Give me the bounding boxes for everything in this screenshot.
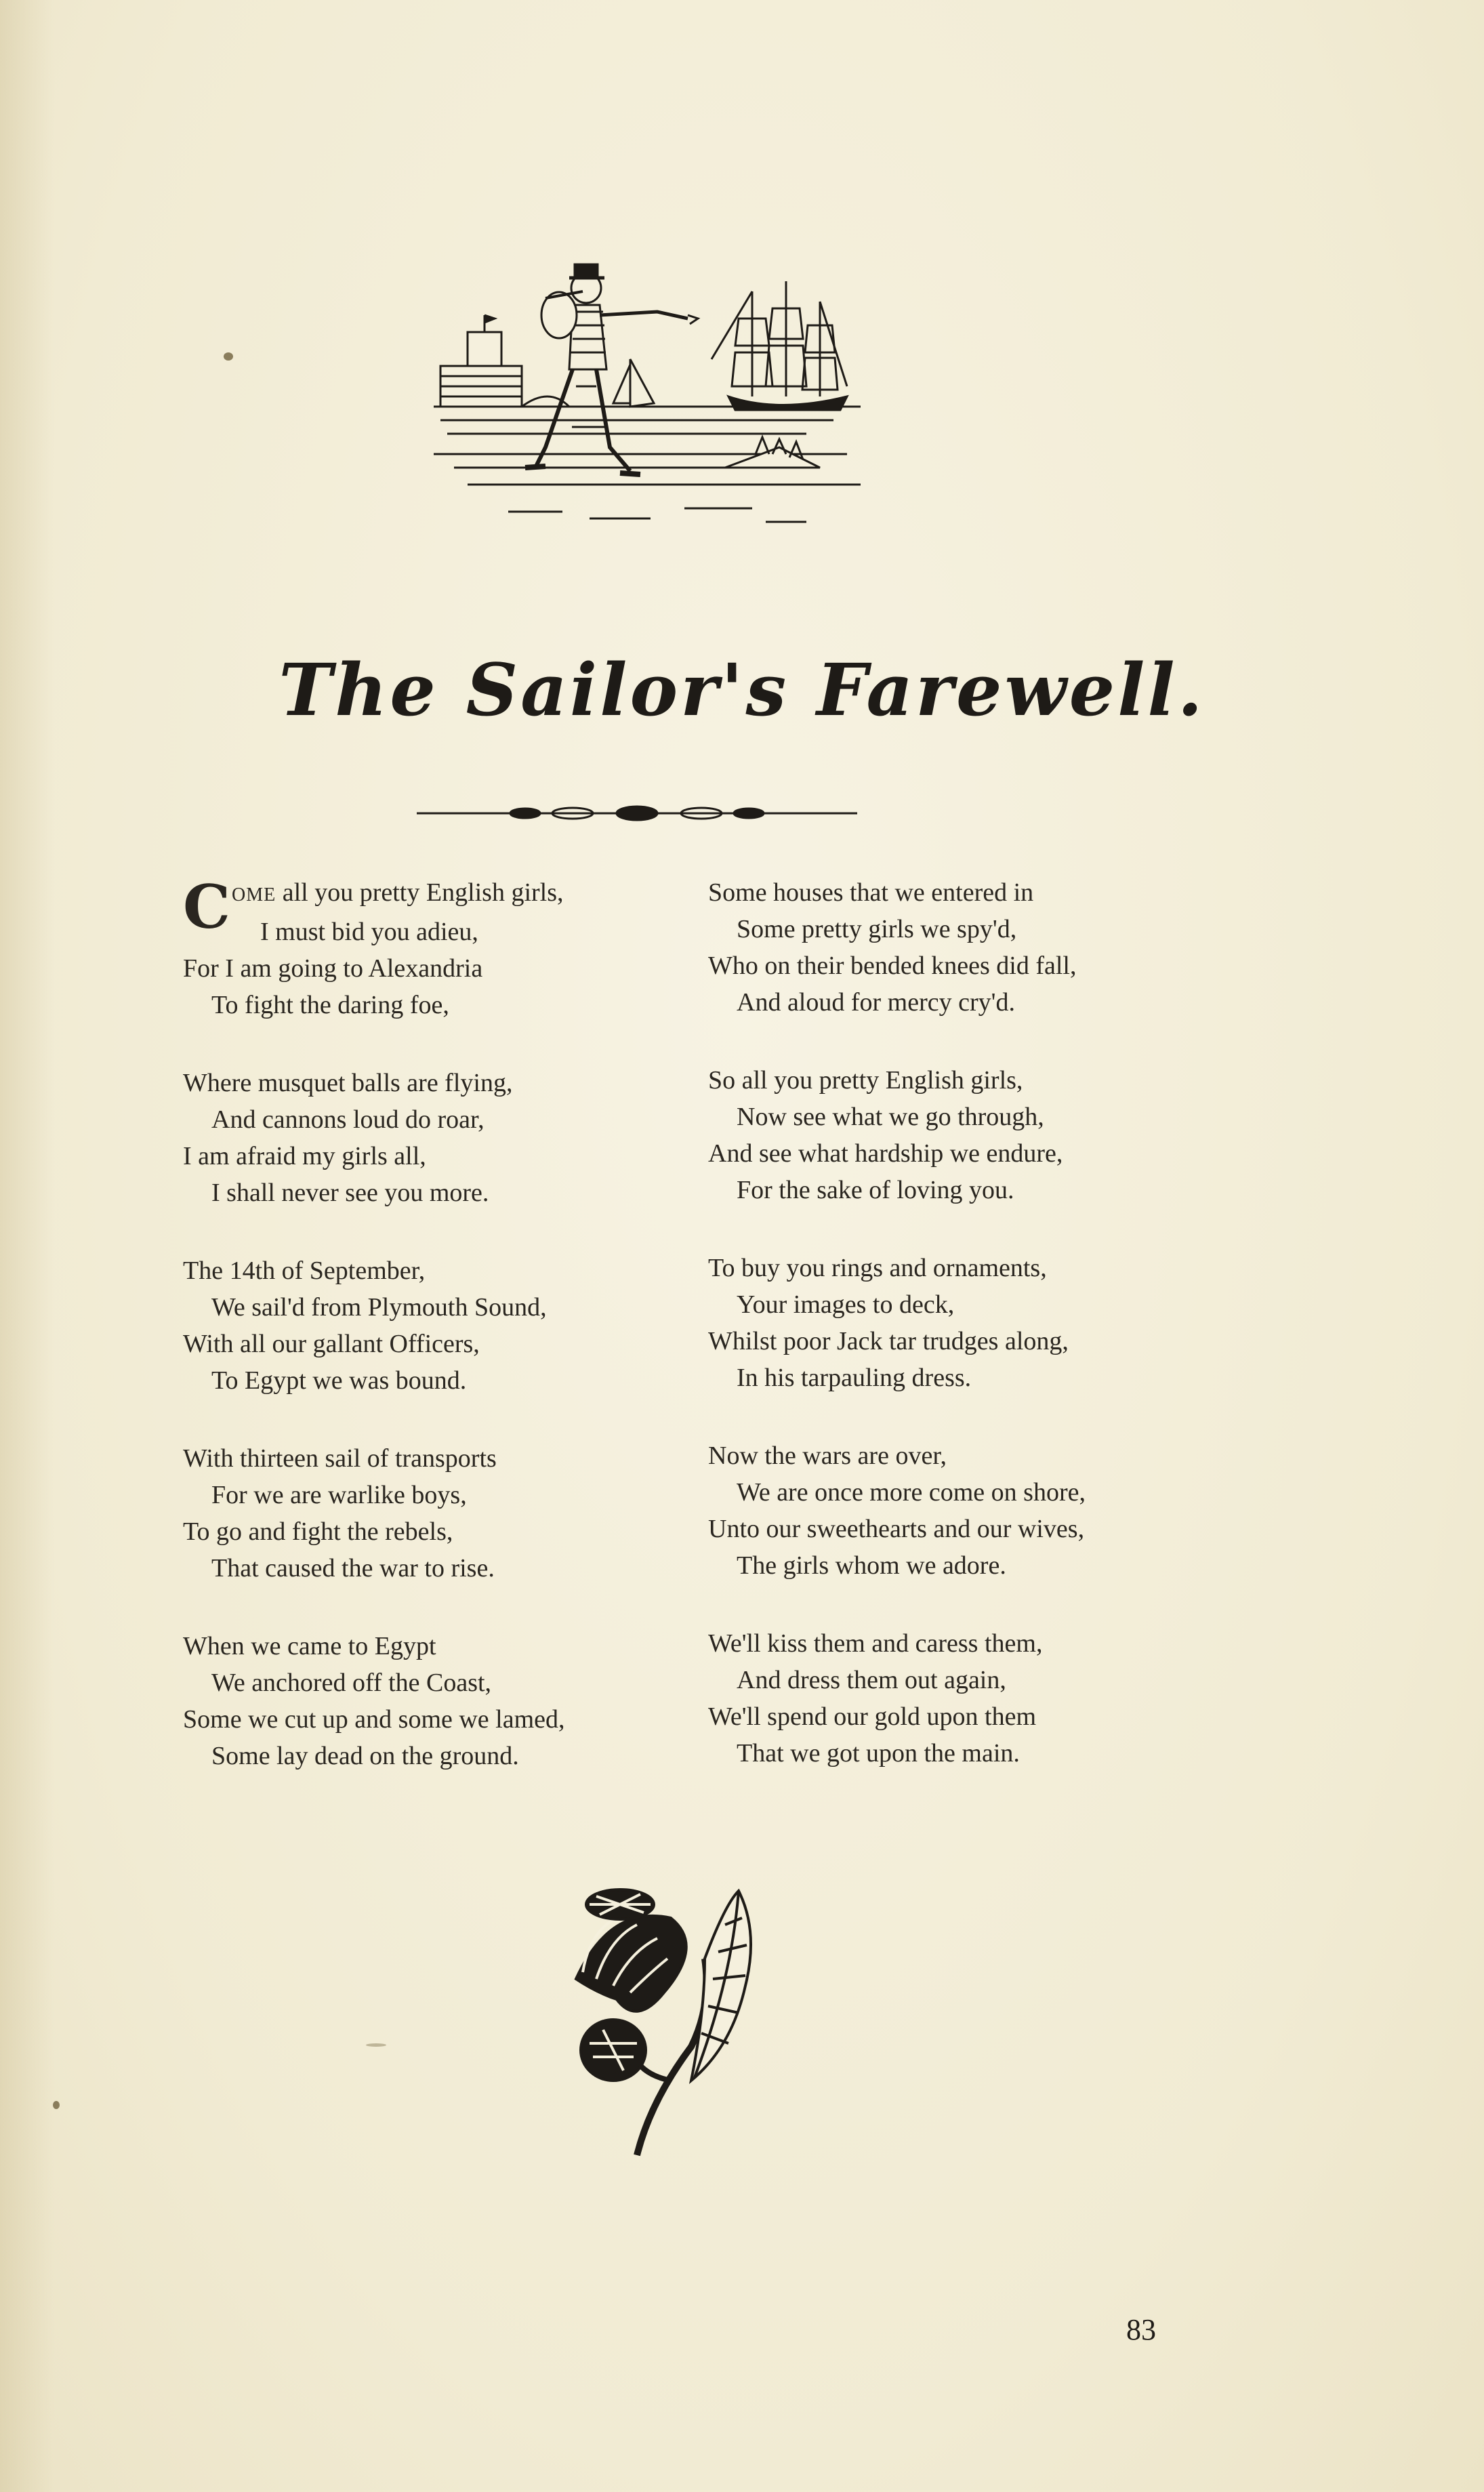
page-number: 83	[1126, 2313, 1156, 2346]
sailor-vignette-illustration	[427, 251, 874, 535]
paper-speck	[224, 352, 233, 361]
poem-line: We anchored off the Coast,	[211, 1669, 492, 1697]
poem-line: So all you pretty English girls,	[708, 1066, 1023, 1095]
poem-line: And aloud for mercy cry'd.	[737, 988, 1015, 1017]
paper-speck	[53, 2101, 60, 2109]
ornamental-rule	[417, 796, 857, 830]
poem-line: To fight the daring foe,	[211, 991, 449, 1019]
poem-line: To buy you rings and ornaments,	[708, 1254, 1047, 1282]
poem-line: Now the wars are over,	[708, 1442, 947, 1470]
poem-line: Now see what we go through,	[737, 1103, 1044, 1131]
poem-line: For the sake of loving you.	[737, 1176, 1014, 1204]
poem-line: Where musquet balls are flying,	[183, 1069, 513, 1097]
poem-line: The girls whom we adore.	[737, 1551, 1006, 1580]
page-fold-shadow	[0, 0, 54, 2492]
poem-line: In his tarpauling dress.	[737, 1364, 972, 1392]
poem-line-text: all you pretty English girls,	[276, 878, 564, 907]
poem-line: The 14th of September,	[183, 1257, 426, 1285]
poem-line: And dress them out again,	[737, 1666, 1006, 1694]
stanza	[708, 1250, 1237, 1396]
stanza	[183, 1252, 712, 1399]
poem-line: We are once more come on shore,	[737, 1478, 1086, 1507]
poem-line: And see what hardship we endure,	[708, 1139, 1063, 1168]
poem-line: We'll spend our gold upon them	[708, 1702, 1036, 1731]
poem-left-column	[183, 874, 712, 1816]
poem-line: Some we cut up and some we lamed,	[183, 1705, 565, 1734]
small-caps-text: OME	[232, 884, 276, 905]
poem-title: The Sailor's Farewell.	[279, 647, 1205, 732]
stanza	[183, 874, 712, 1023]
poem-line: To Egypt we was bound.	[211, 1366, 467, 1395]
stanza	[183, 1440, 712, 1587]
stanza	[708, 1437, 1237, 1584]
poem-line: I must bid you adieu,	[260, 918, 478, 946]
paper-speck	[366, 2043, 386, 2047]
stanza	[708, 874, 1237, 1021]
poem-line: I shall never see you more.	[211, 1179, 489, 1207]
poem-line: With thirteen sail of transports	[183, 1444, 497, 1473]
poem-line: For I am going to Alexandria	[183, 954, 483, 983]
poem-line: We'll kiss them and caress them,	[708, 1629, 1043, 1658]
poem-line: When we came to Egypt	[183, 1632, 436, 1660]
poem-line: To go and fight the rebels,	[183, 1517, 453, 1546]
poem-line: Whilst poor Jack tar trudges along,	[708, 1327, 1069, 1355]
stanza	[183, 1628, 712, 1774]
poem-line: That caused the war to rise.	[211, 1554, 495, 1582]
poem-line: For we are warlike boys,	[211, 1481, 467, 1509]
poem-line: We sail'd from Plymouth Sound,	[211, 1293, 547, 1322]
poem-line: With all our gallant Officers,	[183, 1330, 480, 1358]
poem-right-column	[708, 874, 1237, 1813]
poem-line: Some lay dead on the ground.	[211, 1742, 519, 1770]
drop-cap: C	[183, 872, 231, 942]
stanza	[708, 1625, 1237, 1772]
poem-line: Some houses that we entered in	[708, 878, 1034, 907]
poem-line: And cannons loud do roar,	[211, 1105, 485, 1134]
poem-line: Unto our sweethearts and our wives,	[708, 1515, 1085, 1543]
poem-line: Who on their bended knees did fall,	[708, 952, 1077, 980]
poem-line: I am afraid my girls all,	[183, 1142, 426, 1170]
stanza	[708, 1062, 1237, 1208]
poem-line: Some pretty girls we spy'd,	[737, 915, 1017, 943]
stanza	[183, 1065, 712, 1211]
poem-line: That we got upon the main.	[737, 1739, 1020, 1768]
thistle-ornament-icon	[535, 1877, 779, 2162]
poem-line: Your images to deck,	[737, 1290, 955, 1319]
